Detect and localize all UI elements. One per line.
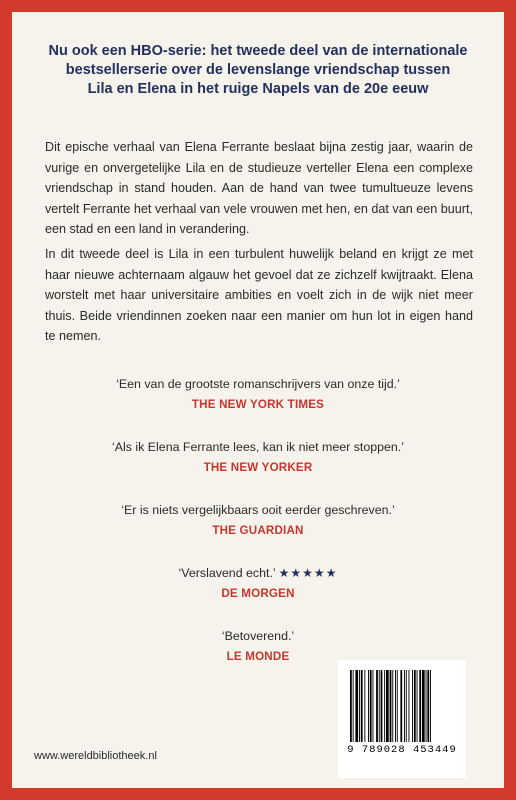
headline-line-3: Lila en Elena in het ruige Napels van de 20e eeuw xyxy=(87,81,429,97)
barcode xyxy=(338,660,466,778)
quote-source: THE NEW YORKER xyxy=(203,461,313,474)
description-paragraph-1: Dit epische verhaal van Elena Ferrante beslaat bijna zestig jaar, waarin de vurige en onvergetelijke Lila en de studieuze verteller Elena een complexe vriendschap in stand houden. Aan de hand van twee tumultueuze levens vertelt Ferrante het verhaal van vele vrouwen met hen, en dat van een buurt, een stad en een land in verandering. xyxy=(45,140,473,237)
barcode-digits: 9 789028 453449 xyxy=(347,744,457,756)
barcode-bars-icon xyxy=(348,670,456,742)
quote-source: LE MONDE xyxy=(226,650,290,663)
headline-line-1: Nu ook een HBO-serie: het tweede deel van de internationale xyxy=(48,43,468,59)
quote-text: ‘Er is niets vergelijkbaars ooit eerder geschreven.’ xyxy=(121,503,395,517)
website-link[interactable]: www.wereldbibliotheek.nl xyxy=(34,750,157,762)
description-paragraph-2: In dit tweede deel is Lila in een turbulent huwelijk beland en krijgt ze met haar nieuwe achternaam algauw het gevoel dat ze zichzelf kwijtraakt. Elena worstelt met haar universitaire ambities en voelt zich in de wijk niet meer thuis. Beide vriendinnen zoeken naar een manier om hun lot in eigen hand te nemen. xyxy=(45,247,473,344)
quote-text: ‘Verslavend echt.’ xyxy=(178,566,276,580)
review-quote xyxy=(12,439,504,476)
review-quote xyxy=(12,502,504,539)
cover-panel xyxy=(12,12,504,788)
headline-line-2: bestsellerserie over de levenslange vriendschap tussen xyxy=(65,62,451,78)
star-rating-icon: ★★★★★ xyxy=(278,566,338,580)
headline xyxy=(34,42,482,99)
quote-source: DE MORGEN xyxy=(221,587,295,600)
quote-text: ‘Als ik Elena Ferrante lees, kan ik niet meer stoppen.’ xyxy=(111,440,404,454)
review-quote xyxy=(12,565,504,602)
quote-text-line xyxy=(12,565,504,581)
quote-text: ‘Een van de grootste romanschrijvers van onze tijd.’ xyxy=(116,377,400,391)
review-quote xyxy=(12,376,504,413)
quote-text: ‘Betoverend.’ xyxy=(221,629,295,643)
quote-source: THE NEW YORK TIMES xyxy=(191,398,325,411)
quote-source: THE GUARDIAN xyxy=(212,524,304,537)
